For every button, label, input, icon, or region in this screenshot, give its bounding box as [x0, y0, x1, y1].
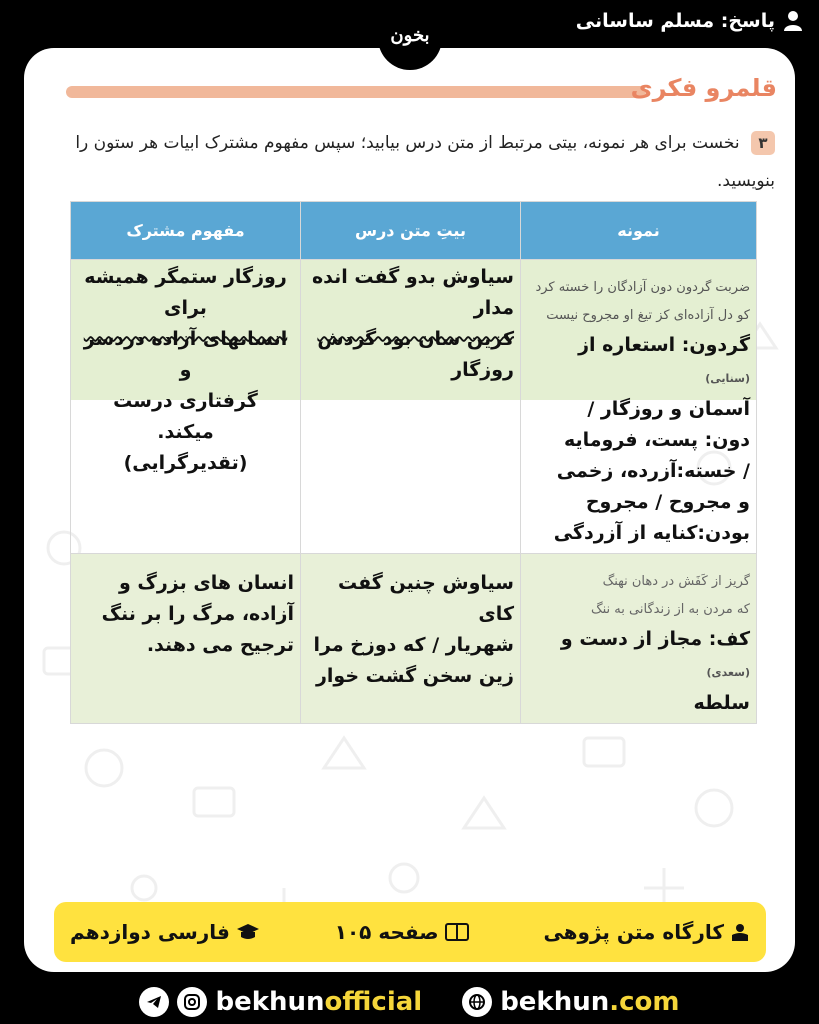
- logo-text: بخون: [390, 24, 430, 46]
- social-handle[interactable]: [139, 987, 422, 1017]
- graduation-cap-icon: [236, 922, 260, 942]
- author-text: پاسخ: مسلم ساسانی: [575, 10, 775, 32]
- footer-bar: [54, 902, 766, 962]
- website-text[interactable]: [500, 987, 679, 1017]
- table-row: [71, 554, 757, 724]
- row1-poet: (سنایی): [705, 372, 750, 385]
- handle-suffix: official: [324, 987, 423, 1017]
- website-link[interactable]: [462, 987, 679, 1017]
- site-suffix: .com: [609, 987, 680, 1017]
- question-body: نخست برای هر نمونه، بیتی مرتبط از متن درس بیابید؛ سپس مفهوم مشترک ابیات هر ستون را بنویسید.: [75, 133, 775, 191]
- row2-example-cell: [521, 554, 757, 724]
- answer-table: [70, 201, 757, 724]
- section-title-bar: [66, 86, 646, 98]
- row1-answer-line: گردون: استعاره از: [578, 334, 750, 356]
- site-prefix: bekhun: [500, 987, 610, 1017]
- row1-answer-line: بودن:کنایه از آزردگی: [553, 522, 750, 544]
- footer-workshop-text: کارگاه متن پژوهی: [543, 920, 724, 944]
- table-header-row: [71, 202, 757, 260]
- row1-concept-line: گرفتاری درست: [113, 390, 258, 412]
- row1-concept-line: روزگار ستمگر همیشه: [84, 266, 287, 288]
- footer-workshop: [543, 920, 750, 944]
- footer-page-text: صفحه ۱۰۵: [334, 920, 439, 944]
- row1-verse-line: کزین سان بود گردش: [317, 328, 514, 350]
- content-card: [24, 48, 795, 972]
- footer-book-text: فارسی دوازدهم: [70, 920, 230, 944]
- handle-text[interactable]: [215, 987, 422, 1017]
- row2-verse-cell: [301, 554, 521, 724]
- row1-answer-line: و مجروح / مجروح: [585, 491, 750, 513]
- row2-concept-line: آزاده، مرگ را بر ننگ: [101, 603, 294, 625]
- row1-answer-line: دون: پست، فرومایه: [563, 429, 750, 451]
- globe-icon[interactable]: [462, 987, 492, 1017]
- row1-verse-line: مدار: [473, 297, 514, 319]
- row2-answer-line: کف: مجاز از دست و: [560, 628, 750, 650]
- row1-concept-line: و: [179, 359, 192, 381]
- row2-verse-line: شهریار / که دوزخ مرا: [313, 634, 514, 656]
- section-title: قلمرو فکری: [630, 74, 777, 102]
- row2-concept-line: ترجیح می دهند.: [146, 634, 294, 656]
- row2-concept-cell: [71, 554, 301, 724]
- question-text: [55, 124, 775, 200]
- telegram-icon[interactable]: [139, 987, 169, 1017]
- question-number: ۳: [751, 131, 775, 155]
- header-example: نمونه: [521, 202, 757, 260]
- footer-book: [70, 920, 260, 944]
- row2-example-answer-1: [527, 624, 750, 688]
- row2-poet: (سعدی): [706, 666, 750, 679]
- table-row: [71, 260, 757, 554]
- row1-concept-line: برای: [164, 297, 207, 319]
- row2-example-line2: که مردن به از زندگانی به ننگ: [591, 602, 750, 617]
- footer-page: [335, 920, 469, 944]
- bekhun-logo: [378, 0, 442, 70]
- row1-example-line1: ضربت گردون دون آزادگان را خسته کرد: [535, 280, 750, 295]
- row1-answer-line: / خسته:آزرده، زخمی: [556, 460, 750, 482]
- header-verse: بیتِ متن درس: [301, 202, 521, 260]
- reader-icon: [730, 922, 750, 942]
- author-label: [576, 10, 803, 32]
- row1-verse-line: روزگار: [451, 359, 514, 381]
- row1-verse-line: سیاوش بدو گفت انده: [311, 266, 514, 288]
- row2-verse-line: سیاوش چنین گفت کای: [338, 572, 514, 625]
- handle-prefix: bekhun: [215, 987, 325, 1017]
- row1-example-answer-1: [527, 330, 750, 394]
- row1-verse-cell: [301, 260, 521, 554]
- instagram-icon[interactable]: [177, 987, 207, 1017]
- row2-concept-line: انسان های بزرگ و: [118, 572, 294, 594]
- person-icon: [783, 10, 803, 32]
- row2-answer-line: سلطه: [693, 692, 750, 714]
- row1-concept-line: انسانهای آزاده دردسر: [83, 328, 288, 350]
- row1-concept-line: (تقدیرگرایی): [123, 452, 248, 474]
- row1-example-line2: کو دل آزاده‌ای کز تیغ او مجروح نیست: [546, 308, 750, 323]
- row1-concept-line: میکند.: [157, 421, 214, 443]
- social-bar: [0, 980, 819, 1024]
- row1-answer-line: آسمان و روزگار /: [587, 398, 750, 420]
- row1-example-cell: [521, 260, 757, 554]
- row1-concept-cell: [71, 260, 301, 554]
- book-icon: [445, 922, 469, 942]
- row2-verse-line: زین سخن گشت خوار: [315, 665, 514, 687]
- header-concept: مفهوم مشترک: [71, 202, 301, 260]
- row2-example-line1: گریز از کَفَش در دهان نهنگ: [602, 574, 750, 589]
